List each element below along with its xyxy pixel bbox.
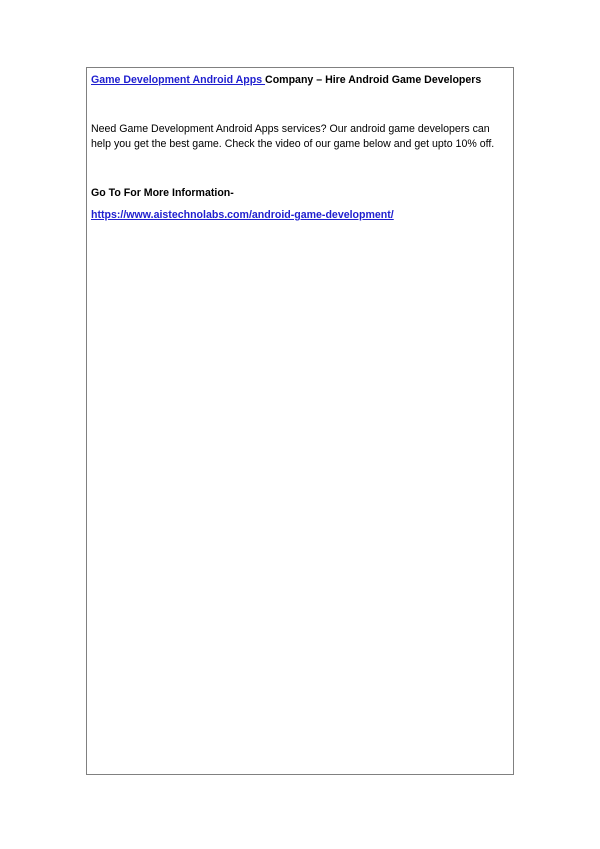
body-paragraph: Need Game Development Android Apps services? Our android game developers can help you get the best game. Check the video of our game below and get upto 10% off. [91, 123, 495, 150]
more-info-label: Go To For More Information- [91, 187, 234, 199]
document-frame [86, 67, 514, 775]
document-heading [91, 73, 511, 87]
more-info-url-container [91, 208, 394, 222]
more-info-url-link[interactable]: https://www.aistechnolabs.com/android-game-development/ [91, 209, 394, 221]
heading-link[interactable]: Game Development Android Apps [91, 74, 266, 86]
heading-text: Company – Hire Android Game Developers [265, 74, 482, 86]
